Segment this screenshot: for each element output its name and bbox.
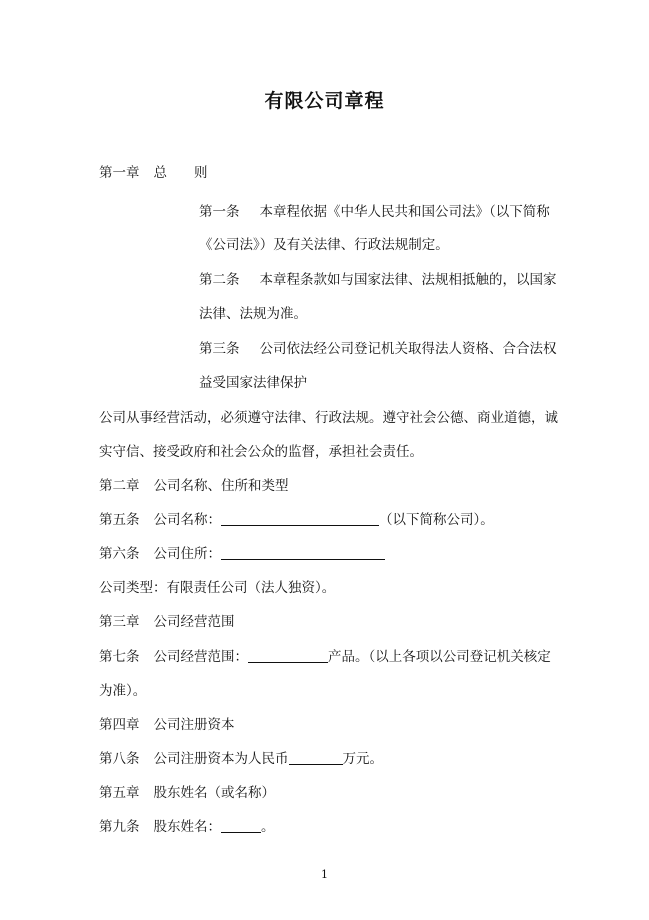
- page-number: 1: [321, 868, 328, 881]
- company-name-suffix: （以下简称公司）。: [379, 512, 494, 528]
- article-7-line-2: 为准）。: [99, 683, 147, 699]
- article-number: 第一条: [199, 204, 240, 220]
- chapter-label: 第四章: [99, 717, 140, 733]
- article-number: 第二条: [199, 272, 240, 288]
- chapter-label: 第三章: [99, 614, 140, 630]
- article-number: 第五条: [99, 512, 140, 528]
- paragraph-line-1: 公司从事经营活动，必须遵守法律、行政法规。遵守社会公德、商业道德，诚: [99, 410, 558, 426]
- business-scope-blank: [248, 649, 328, 663]
- article-7-line-1: [99, 648, 551, 666]
- document-title: 有限公司章程: [264, 90, 385, 112]
- chapter-2-heading: [99, 477, 289, 495]
- shareholder-name-blank: [221, 819, 261, 833]
- chapter-title: 公司经营范围: [153, 614, 235, 630]
- article-text: 本章程条款如与国家法律、法规相抵触的，以国家: [259, 272, 557, 288]
- article-5: [99, 511, 494, 529]
- article-1-line-1: [199, 203, 550, 221]
- chapter-title: 股东姓名（或名称）: [153, 785, 275, 801]
- registered-capital-suffix: 万元。: [342, 751, 383, 767]
- business-scope-label: 公司经营范围：: [153, 649, 248, 665]
- registered-capital-blank: [289, 751, 343, 765]
- chapter-4-heading: [99, 716, 235, 734]
- company-address-blank: [221, 546, 385, 560]
- article-number: 第六条: [99, 546, 140, 562]
- article-number: 第九条: [99, 819, 140, 835]
- article-text: 本章程依据《中华人民共和国公司法》（以下简称: [259, 204, 550, 220]
- article-number: 第七条: [99, 649, 140, 665]
- shareholder-name-label: 股东姓名：: [153, 819, 221, 835]
- article-6: [99, 545, 385, 563]
- company-type: 公司类型：有限责任公司（法人独资）。: [99, 580, 336, 596]
- chapter-label: 第五章: [99, 785, 140, 801]
- article-3-line-2: 益受国家法律保护: [199, 375, 307, 391]
- paragraph-line-2: 实守信、接受政府和社会公众的监督，承担社会责任。: [99, 444, 423, 460]
- chapter-title: 公司注册资本: [153, 717, 235, 733]
- chapter-1-heading: [99, 164, 208, 182]
- shareholder-name-suffix: 。: [261, 819, 275, 835]
- article-2-line-2: 法律、法规为准。: [199, 306, 307, 322]
- chapter-5-heading: [99, 784, 275, 802]
- article-number: 第八条: [99, 751, 140, 767]
- chapter-title-part-a: 总: [153, 165, 167, 181]
- chapter-title-part-b: 则: [194, 165, 208, 181]
- article-3-line-1: [199, 340, 557, 358]
- article-8: [99, 750, 383, 768]
- chapter-title: 公司名称、住所和类型: [153, 478, 289, 494]
- company-name-label: 公司名称：: [153, 512, 221, 528]
- company-address-label: 公司住所：: [153, 546, 221, 562]
- article-1-line-2: 《公司法》）及有关法律、行政法规制定。: [199, 237, 449, 253]
- article-2-line-1: [199, 271, 557, 289]
- article-9: [99, 818, 275, 836]
- registered-capital-label: 公司注册资本为人民币: [153, 751, 289, 767]
- chapter-3-heading: [99, 613, 235, 631]
- chapter-label: 第二章: [99, 478, 140, 494]
- business-scope-suffix: 产品。（以上各项以公司登记机关核定: [328, 649, 551, 665]
- article-number: 第三条: [199, 341, 240, 357]
- article-text: 公司依法经公司登记机关取得法人资格、合合法权: [259, 341, 557, 357]
- chapter-label: 第一章: [99, 165, 140, 181]
- company-name-blank: [221, 512, 379, 526]
